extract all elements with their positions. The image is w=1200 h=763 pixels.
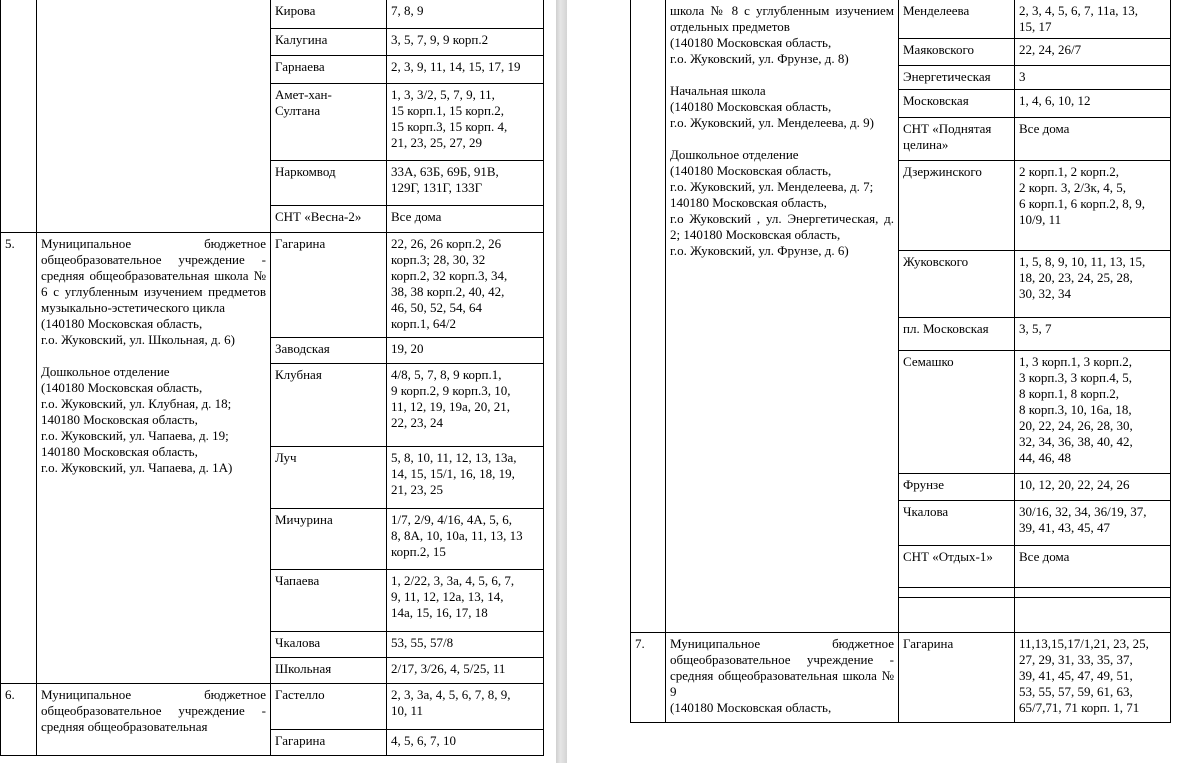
table-cell: Все дома	[387, 206, 544, 233]
table-cell: 2, 3, 4, 5, 6, 7, 11а, 13, 15, 17	[1015, 0, 1171, 39]
table-cell: Энергетическая	[899, 66, 1015, 90]
table-cell: Фрунзе	[899, 474, 1015, 501]
row-number-cell: 7.	[631, 633, 666, 723]
table-cell: 5, 8, 10, 11, 12, 13, 13а, 14, 15, 15/1, 16, 18, 19, 21, 23, 25	[387, 447, 544, 509]
table-cell: Дзержинского	[899, 161, 1015, 251]
schools-table-left	[0, 0, 544, 756]
table-cell: 2, 3, 9, 11, 14, 15, 17, 19	[387, 56, 544, 84]
table-cell: Чапаева	[271, 570, 387, 632]
table-cell: 3, 5, 7	[1015, 318, 1171, 351]
table-cell: 2/17, 3/26, 4, 5/25, 11	[387, 658, 544, 684]
table-cell: СНТ «Поднятая целина»	[899, 118, 1015, 161]
table-cell: Жуковского	[899, 251, 1015, 318]
table-cell: 53, 55, 57/8	[387, 632, 544, 658]
table-row	[1, 0, 544, 29]
table-cell: Муниципальное бюджетное общеобразовательное учреждение - средняя общеобразовательная	[37, 684, 271, 756]
table-cell	[1015, 598, 1171, 633]
table-cell: Гастелло	[271, 684, 387, 730]
table-cell: 1, 3 корп.1, 3 корп.2, 3 корп.3, 3 корп.4, 5, 8 корп.1, 8 корп.2, 8 корп.3, 10, 16а, 18, 20, 22, 24, 26, 28, 30, 32, 34, 36, 38, 40, 42, 44, 46, 48	[1015, 351, 1171, 474]
table-cell: Гагарина	[271, 233, 387, 338]
table-cell: Московская	[899, 90, 1015, 118]
table-cell: Мичурина	[271, 509, 387, 570]
table-cell	[899, 588, 1015, 598]
table-cell: 22, 24, 26/7	[1015, 39, 1171, 66]
table-cell: 3	[1015, 66, 1171, 90]
table-cell: 1, 3, 3/2, 5, 7, 9, 11, 15 корп.1, 15 корп.2, 15 корп.3, 15 корп. 4, 21, 23, 25, 27, 29	[387, 84, 544, 161]
table-cell: 4/8, 5, 7, 8, 9 корп.1, 9 корп.2, 9 корп.3, 10, 11, 12, 19, 19а, 20, 21, 22, 23, 24	[387, 364, 544, 447]
table-cell: Семашко	[899, 351, 1015, 474]
table-cell: Чкалова	[899, 501, 1015, 546]
schools-table-right	[630, 0, 1171, 723]
table-cell: 6.	[1, 684, 37, 756]
table-cell: Муниципальное бюджетное общеобразовательное учреждение - средняя общеобразовательная школа № 9 (140180 Московская область,	[666, 633, 899, 723]
document-page-right	[567, 0, 1200, 763]
table-row	[631, 633, 1171, 723]
table-cell: Наркомвод	[271, 161, 387, 206]
schools-table-right-body	[631, 0, 1171, 723]
table-cell: Луч	[271, 447, 387, 509]
table-cell: Заводская	[271, 338, 387, 364]
table-cell: Гагарина	[899, 633, 1015, 723]
table-cell: 1, 2/22, 3, 3а, 4, 5, 6, 7, 9, 11, 12, 12а, 13, 14, 14а, 15, 16, 17, 18	[387, 570, 544, 632]
table-cell: 2 корп.1, 2 корп.2, 2 корп. 3, 2/3к, 4, 5, 6 корп.1, 6 корп.2, 8, 9, 10/9, 11	[1015, 161, 1171, 251]
table-cell	[37, 0, 271, 233]
table-cell: Менделеева	[899, 0, 1015, 39]
table-cell: 3, 5, 7, 9, 9 корп.2	[387, 29, 544, 56]
table-cell: Чкалова	[271, 632, 387, 658]
table-cell: 5.	[1, 233, 37, 684]
table-cell: Маяковского	[899, 39, 1015, 66]
page-gap	[556, 0, 567, 763]
table-cell: 22, 26, 26 корп.2, 26 корп.3; 28, 30, 32 корп.2, 32 корп.3, 34, 38, 38 корп.2, 40, 42, 46, 50, 52, 54, 64 корп.1, 64/2	[387, 233, 544, 338]
table-cell: СНТ «Весна-2»	[271, 206, 387, 233]
table-cell: 4, 5, 6, 7, 10	[387, 730, 544, 756]
table-cell: 11,13,15,17/1,21, 23, 25, 27, 29, 31, 33, 35, 37, 39, 41, 45, 47, 49, 51, 53, 55, 57, 59, 61, 63, 65/7,71, 71 корп. 1, 71	[1015, 633, 1171, 723]
table-cell: 19, 20	[387, 338, 544, 364]
table-cell: Все дома	[1015, 118, 1171, 161]
table-cell: Гарнаева	[271, 56, 387, 84]
table-cell: 30/16, 32, 34, 36/19, 37, 39, 41, 43, 45, 47	[1015, 501, 1171, 546]
table-cell: Клубная	[271, 364, 387, 447]
document-page-left	[0, 0, 556, 763]
table-cell: 33А, 63Б, 69Б, 91В, 129Г, 131Г, 133Г	[387, 161, 544, 206]
table-cell: Кирова	[271, 0, 387, 29]
schools-table-left-body	[1, 0, 544, 756]
table-cell: Калугина	[271, 29, 387, 56]
table-cell: 7, 8, 9	[387, 0, 544, 29]
table-cell	[899, 598, 1015, 633]
table-cell: Амет-хан- Султана	[271, 84, 387, 161]
table-cell	[1015, 588, 1171, 598]
table-row	[1, 233, 544, 338]
table-cell: 1, 4, 6, 10, 12	[1015, 90, 1171, 118]
table-cell: 1/7, 2/9, 4/16, 4А, 5, 6, 8, 8А, 10, 10а, 11, 13, 13 корп.2, 15	[387, 509, 544, 570]
table-cell: Гагарина	[271, 730, 387, 756]
table-cell: пл. Московская	[899, 318, 1015, 351]
table-cell: Школьная	[271, 658, 387, 684]
table-cell: 1, 5, 8, 9, 10, 11, 13, 15, 18, 20, 23, 24, 25, 28, 30, 32, 34	[1015, 251, 1171, 318]
table-cell: СНТ «Отдых-1»	[899, 546, 1015, 588]
table-cell	[631, 0, 666, 633]
table-cell: Все дома	[1015, 546, 1171, 588]
table-cell: Муниципальное бюджетное общеобразовательное учреждение - средняя общеобразовательная школа № 6 с углубленным изучением предметов музыкально-эстетического цикла (140180 Московская область, г.о. Жуковский, ул. Школьная, д. 6) Дошкольное отделение (140180 Московская область, г.о. Жуковский, ул. Клубная, д. 18; 140180 Московская область, г.о. Жуковский, ул. Чапаева, д. 19; 140180 Московская область, г.о. Жуковский, ул. Чапаева, д. 1А)	[37, 233, 271, 684]
table-row	[1, 684, 544, 730]
table-cell: 2, 3, 3а, 4, 5, 6, 7, 8, 9, 10, 11	[387, 684, 544, 730]
table-row	[631, 0, 1171, 39]
table-cell: 10, 12, 20, 22, 24, 26	[1015, 474, 1171, 501]
table-cell	[1, 0, 37, 233]
table-cell: школа № 8 с углубленным изучением отдельных предметов (140180 Московская область, г.о. Жуковский, ул. Фрунзе, д. 8) Начальная школа (140180 Московская область, г.о. Жуковский, ул. Менделеева, д. 9) Дошкольное отделение (140180 Московская область, г.о. Жуковский, ул. Менделеева, д. 7; 140180 Московская область, г.о Жуковский , ул. Энергетическая, д. 2; 140180 Московская область, г.о. Жуковский, ул. Фрунзе, д. 6)	[666, 0, 899, 633]
